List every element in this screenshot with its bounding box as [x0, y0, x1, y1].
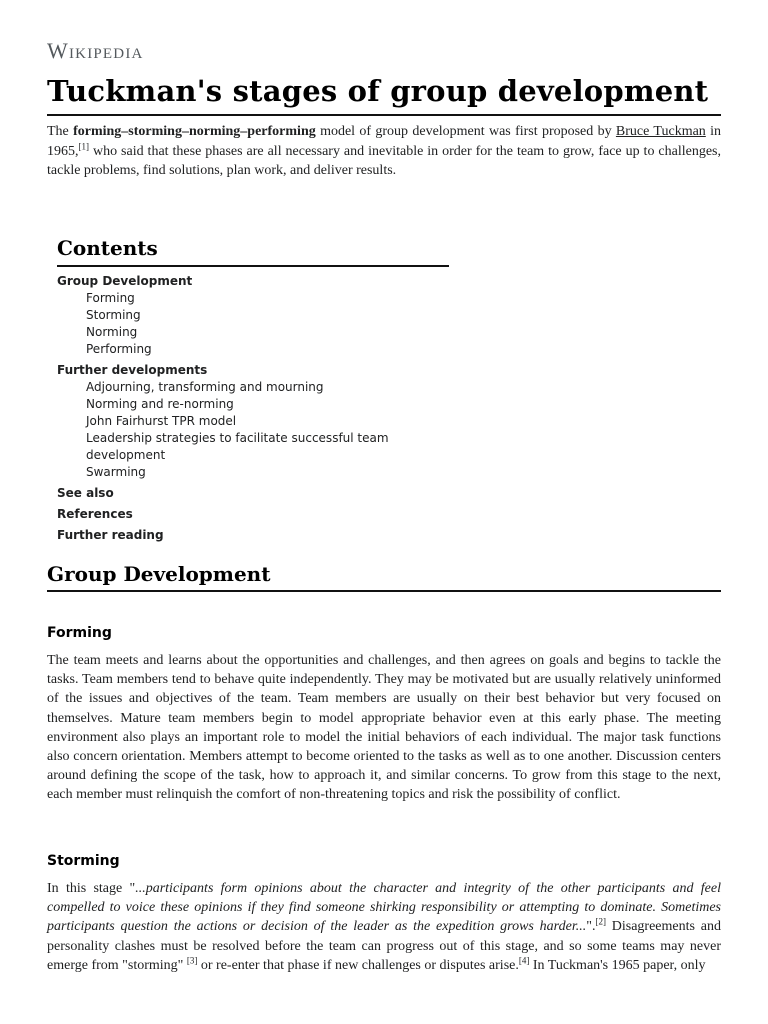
subsection-heading-storming: Storming	[47, 853, 120, 869]
toc-item-norming-renorming[interactable]: Norming and re-norming	[86, 397, 234, 411]
storming-text: ".	[586, 919, 596, 935]
toc-item-fairhurst-tpr[interactable]: John Fairhurst TPR model	[86, 414, 237, 428]
toc-item-leadership-strategies[interactable]: Leadership strategies to facilitate successful team development	[86, 431, 389, 462]
reference-4-link[interactable]: [4]	[518, 955, 530, 966]
storming-paragraph	[47, 879, 721, 975]
storming-text: or re-enter that phase if new challenges or disputes arise.	[197, 957, 519, 973]
subsection-heading-forming: Forming	[47, 625, 112, 641]
intro-paragraph	[47, 122, 721, 181]
toc-item-group-development[interactable]: Group Development	[57, 274, 193, 288]
intro-text: in 1965,	[47, 124, 722, 159]
table-of-contents	[57, 236, 449, 544]
intro-text: The	[47, 124, 74, 139]
storming-text: In Tuckman's 1965 paper, only	[529, 957, 706, 973]
toc-item-norming[interactable]: Norming	[86, 325, 138, 339]
toc-item-references[interactable]: References	[57, 507, 133, 521]
intro-text: who said that these phases are all necessary and inevitable in order for the team to grow, face up to challenges, tackle problems, find solutions, plan work, and deliver results.	[47, 143, 721, 178]
reference-2-link[interactable]: [2]	[595, 916, 606, 927]
toc-item-storming[interactable]: Storming	[86, 308, 141, 322]
toc-item-further-reading[interactable]: Further reading	[57, 528, 164, 542]
toc-title: Contents	[57, 236, 449, 267]
toc-item-performing[interactable]: Performing	[86, 342, 152, 356]
toc-item-further-developments[interactable]: Further developments	[57, 363, 208, 377]
intro-text: model of group development was first proposed by	[315, 124, 616, 139]
toc-item-see-also[interactable]: See also	[57, 486, 114, 500]
page-title: Tuckman's stages of group development	[47, 74, 721, 116]
toc-item-forming[interactable]: Forming	[86, 291, 135, 305]
reference-1-link[interactable]: [1]	[78, 140, 89, 151]
wikipedia-wordmark[interactable]: Wikipedia	[47, 38, 144, 63]
forming-paragraph: The team meets and learns about the opportunities and challenges, and then agrees on goals and begins to tackle the tasks. Team members tend to behave quite independently. They may be motivated but are usually relatively uninformed of the issues and objectives of the team. Team members are usually on their best behavior but very focused on themselves. Mature team members begin to model appropriate behavior even at this early phase. The meeting environment also plays an important role to model the initial behaviors of each individual. The major task functions also concern orientation. Members attempt to become oriented to the tasks as well as to one another. Discussion centers around defining the scope of the task, how to approach it, and similar concerns. To grow from this stage to the next, each member must relinquish the comfort of non-threatening topics and risk the possibility of conflict.	[47, 653, 721, 803]
storming-text: In this stage "	[47, 881, 136, 896]
reference-3-link[interactable]: [3]	[186, 955, 198, 966]
bruce-tuckman-link[interactable]: Bruce Tuckman	[615, 124, 706, 139]
storming-quote: ...participants form opinions about the character and integrity of the other participants and feel compelled to voice these opinions if they find someone shirking responsibility or attempting to dominate. Sometimes participants question the actions or decision of the leader as the expedition grows harder...	[47, 881, 721, 935]
intro-bold-term: forming–storming–norming–performing	[73, 124, 316, 139]
toc-item-swarming[interactable]: Swarming	[86, 465, 146, 479]
toc-item-adjourning[interactable]: Adjourning, transforming and mourning	[86, 380, 324, 394]
storming-text: Disagreements and personality clashes must be resolved before the team can progress out of this stage, and so some teams may never emerge from "storming"	[47, 919, 721, 973]
section-heading-group-development: Group Development	[47, 562, 721, 592]
